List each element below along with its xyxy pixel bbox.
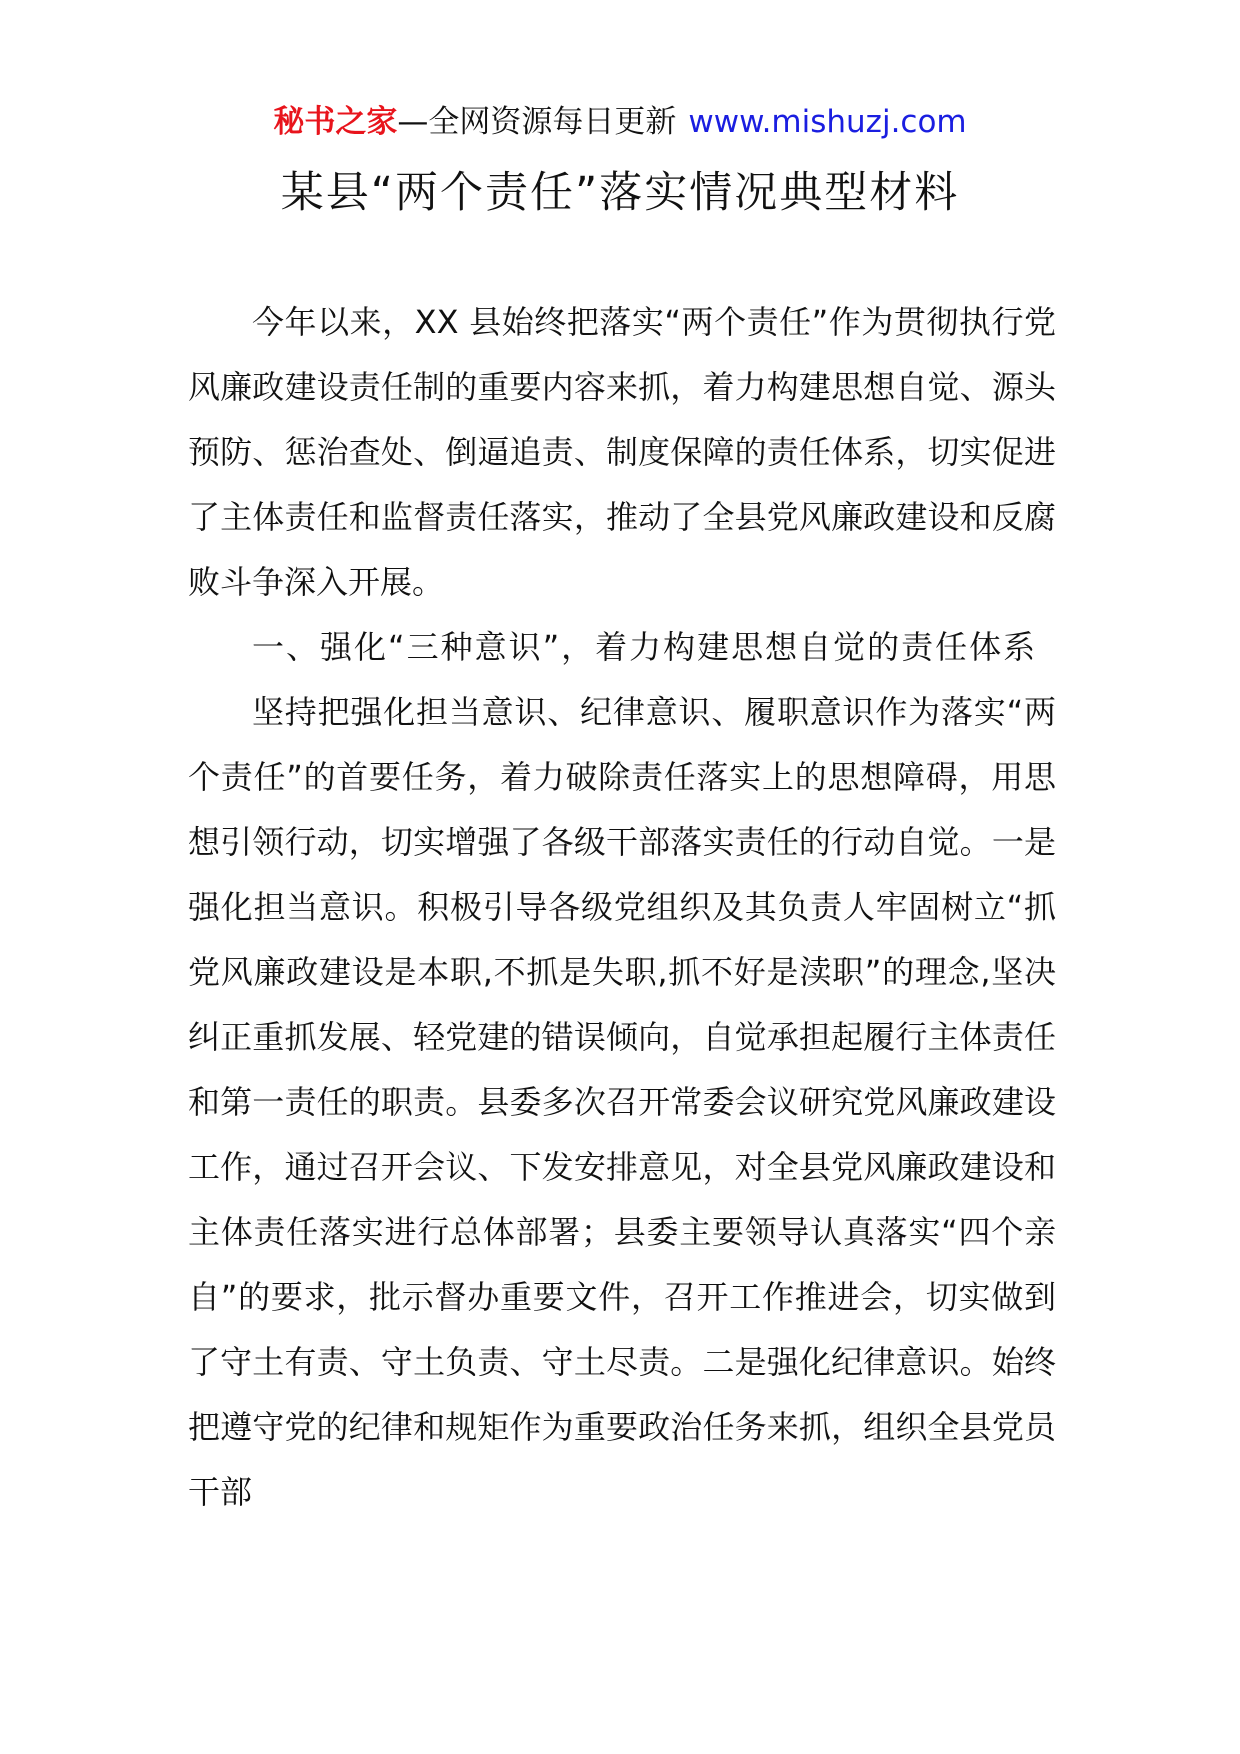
header-tagline: —全网资源每日更新 [397, 104, 677, 140]
brand-name: 秘书之家 [273, 104, 398, 140]
document-body [188, 290, 1056, 1525]
site-url[interactable]: www.mishuzj.com [688, 104, 967, 140]
paragraph-intro: 今年以来，XX 县始终把落实“两个责任”作为贯彻执行党风廉政建设责任制的重要内容来抓，着力构建思想自觉、源头预防、惩治查处、倒逼追责、制度保障的责任体系，切实促进了主体责任和监督责任落实，推动了全县党风廉政建设和反腐败斗争深入开展。 [188, 303, 1056, 601]
page-header [0, 100, 1240, 144]
paragraph-body: 坚持把强化担当意识、纪律意识、履职意识作为落实“两个责任”的首要任务，着力破除责任落实上的思想障碍，用思想引领行动，切实增强了各级干部落实责任的行动自觉。一是强化担当意识。积极引导各级党组织及其负责人牢固树立“抓党风廉政建设是本职,不抓是失职,抓不好是渎职”的理念,坚决纠正重抓发展、轻党建的错误倾向，自觉承担起履行主体责任和第一责任的职责。县委多次召开常委会议研究党风廉政建设工作，通过召开会议、下发安排意见，对全县党风廉政建设和主体责任落实进行总体部署；县委主要领导认真落实“四个亲自”的要求，批示督办重要文件，召开工作推进会，切实做到了守土有责、守土负责、守土尽责。二是强化纪律意识。始终把遵守党的纪律和规矩作为重要政治任务来抓，组织全县党员干部 [188, 693, 1056, 1511]
section-heading: 一、强化“三种意识”，着力构建思想自觉的责任体系 [252, 628, 1038, 666]
document-title: 某县“两个责任”落实情况典型材料 [280, 168, 960, 218]
